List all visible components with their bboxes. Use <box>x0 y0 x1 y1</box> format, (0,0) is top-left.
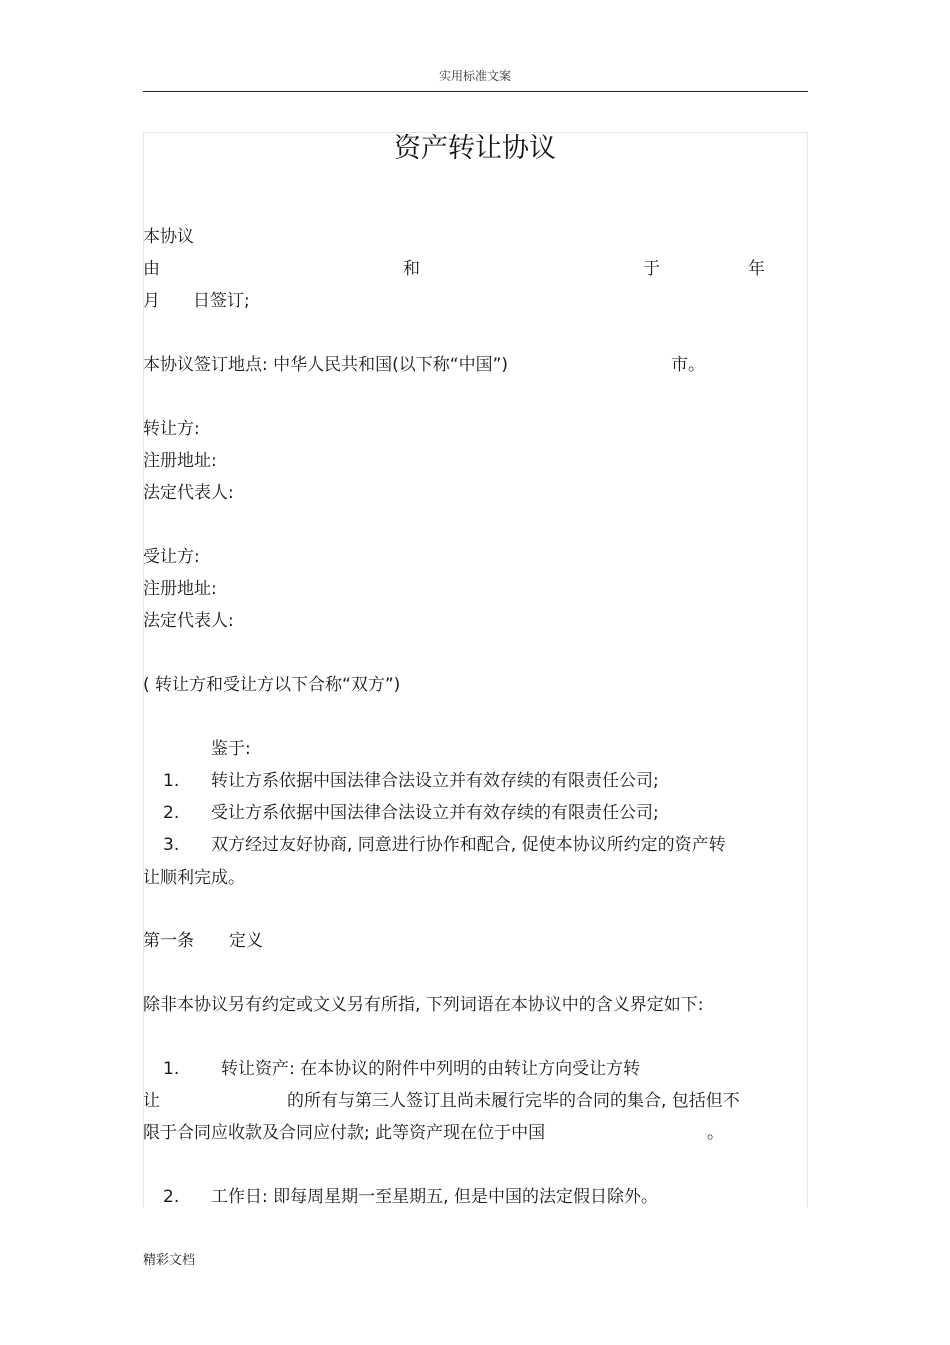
definition-1-line-2-start: 让 <box>143 1091 160 1111</box>
transferee-representative: 法定代表人: <box>143 611 234 631</box>
intro-signed: 日签订; <box>193 291 250 311</box>
header-rule <box>143 91 808 92</box>
whereas-item-2: 受让方系依据中国法律合法设立并有效存续的有限责任公司; <box>211 803 659 823</box>
article-1-title: 定义 <box>229 931 263 951</box>
intro-word-he: 和 <box>403 259 420 279</box>
whereas-item-3: 双方经过友好协商, 同意进行协作和配合, 促使本协议所约定的资产转 <box>211 835 726 855</box>
page-footer: 精彩文档 <box>143 1253 196 1268</box>
definition-2-number: 2. <box>163 1187 180 1207</box>
definition-1-line-3-end: 。 <box>707 1123 724 1143</box>
transferor-representative: 法定代表人: <box>143 483 234 503</box>
intro-line-1: 本协议 <box>143 227 194 247</box>
whereas-num-1: 1. <box>163 771 180 791</box>
signing-city-suffix: 市。 <box>671 355 705 375</box>
definition-2-text: 工作日: 即每周星期一至星期五, 但是中国的法定假日除外。 <box>211 1187 658 1207</box>
definition-1-line-2: 的所有与第三人签订且尚未履行完毕的合同的集合, 包括但不 <box>287 1091 740 1111</box>
transferee-label: 受让方: <box>143 547 200 567</box>
definition-1-line-1: 转让资产: 在本协议的附件中列明的由转让方向受让方转 <box>221 1059 641 1079</box>
intro-word-year: 年 <box>748 259 765 279</box>
intro-month: 月 <box>143 291 160 311</box>
parties-note: ( 转让方和受让方以下合称“双方”) <box>143 675 401 695</box>
transferor-address: 注册地址: <box>143 451 217 471</box>
article-1-number: 第一条 <box>143 931 194 951</box>
definition-1-number: 1. <box>163 1059 180 1079</box>
intro-word-you: 由 <box>143 259 160 279</box>
transferor-label: 转让方: <box>143 419 200 439</box>
transferee-address: 注册地址: <box>143 579 217 599</box>
whereas-num-2: 2. <box>163 803 180 823</box>
page-header: 实用标准文案 <box>438 69 511 83</box>
definition-1-line-3: 限于合同应收款及合同应付款; 此等资产现在位于中国 <box>143 1123 546 1143</box>
whereas-item-3-cont: 让顺利完成。 <box>143 868 245 888</box>
whereas-label: 鉴于: <box>211 739 251 759</box>
whereas-num-3: 3. <box>163 835 180 855</box>
whereas-item-1: 转让方系依据中国法律合法设立并有效存续的有限责任公司; <box>211 771 659 791</box>
intro-word-yu: 于 <box>643 259 660 279</box>
article-1-intro: 除非本协议另有约定或文义另有所指, 下列词语在本协议中的含义界定如下: <box>143 995 704 1015</box>
signing-place: 本协议签订地点: 中华人民共和国(以下称“中国”) <box>143 355 509 375</box>
document-title: 资产转让协议 <box>394 133 556 164</box>
